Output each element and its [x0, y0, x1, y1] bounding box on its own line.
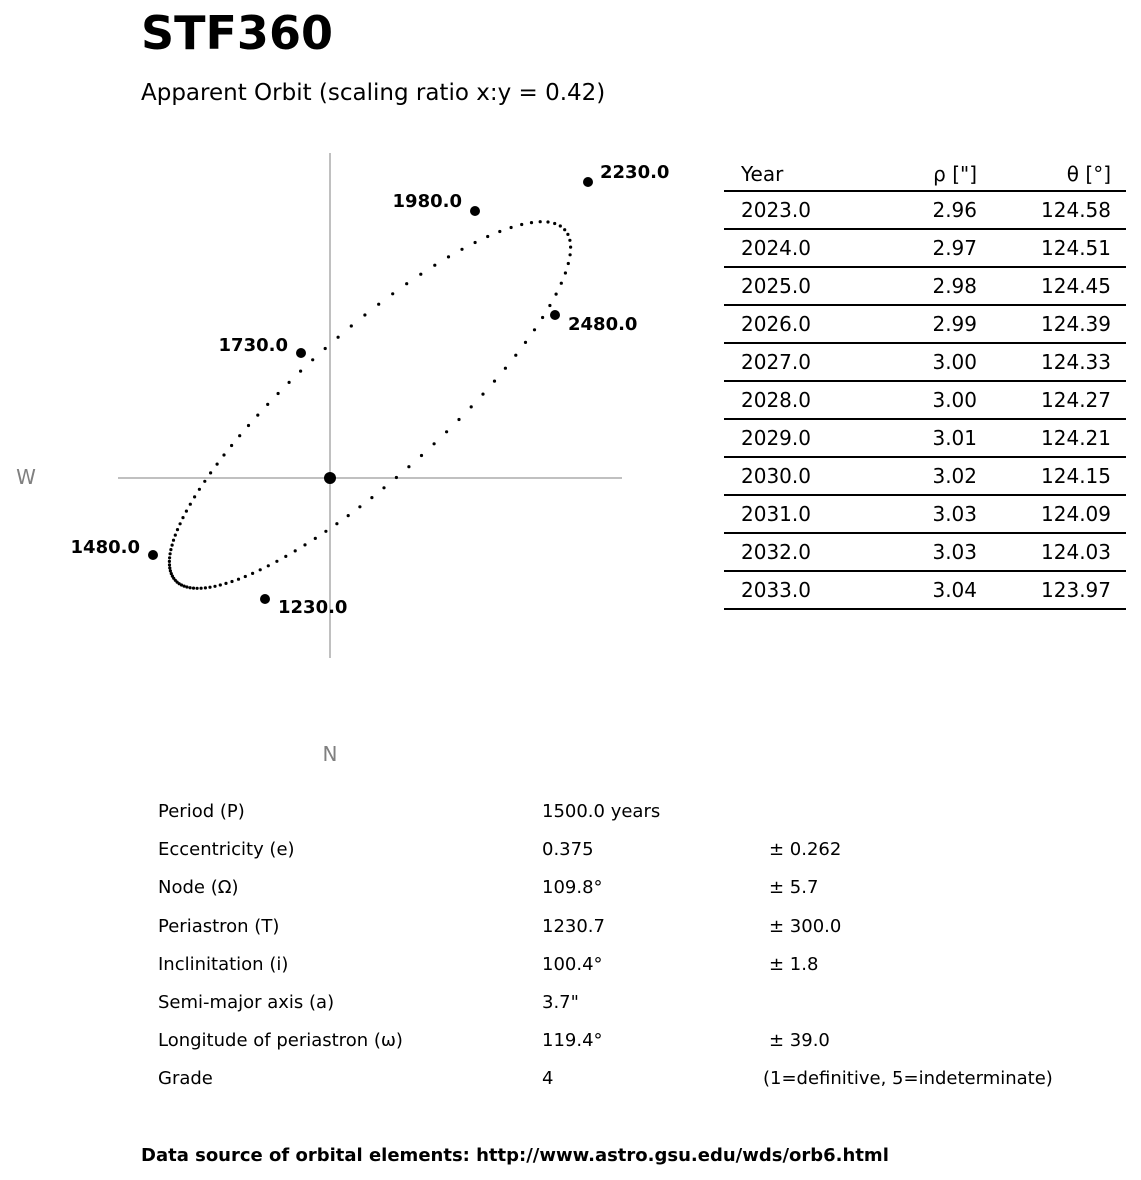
orbit-point: [267, 564, 270, 567]
ephemeris-row: [724, 267, 1126, 305]
axes-layer: [118, 153, 622, 658]
orbit-point: [219, 583, 222, 586]
page-title: STF360: [141, 6, 333, 60]
ephemeris-row: [724, 533, 1126, 571]
ephemeris-theta: 124.51: [977, 229, 1126, 267]
orbit-point: [548, 304, 551, 307]
orbit-point: [237, 578, 240, 581]
element-value: 4: [542, 1068, 554, 1090]
ephemeris-header-year: Year: [741, 162, 784, 186]
orbit-point: [560, 282, 563, 285]
orbit-point: [244, 575, 247, 578]
element-label: Longitude of periastron (ω): [158, 1030, 403, 1052]
ephemeris-row: [724, 191, 1126, 229]
orbit-point: [530, 221, 533, 224]
ephemeris-rho: 2.98: [871, 267, 977, 305]
orbit-point: [445, 430, 448, 433]
orbit-point: [172, 539, 175, 542]
orbit-point: [460, 248, 463, 251]
orbit-point: [208, 586, 211, 589]
orbit-point: [193, 495, 196, 498]
orbit-point: [433, 442, 436, 445]
ephemeris-rho: 3.03: [871, 495, 977, 533]
orbit-point: [168, 566, 171, 569]
orbit-point: [189, 503, 192, 506]
element-error: (1=definitive, 5=indeterminate): [763, 1068, 1053, 1090]
orbit-point: [230, 580, 233, 583]
orbit-point: [311, 358, 314, 361]
orbit-point: [181, 516, 184, 519]
orbit-point: [189, 586, 192, 589]
orbit-point: [216, 463, 219, 466]
ephemeris-rho: 3.03: [871, 533, 977, 571]
orbit-point: [337, 336, 340, 339]
ephemeris-row: [724, 343, 1126, 381]
element-value: 100.4°: [542, 953, 603, 975]
orbit-point: [407, 465, 410, 468]
ephemeris-rho: 3.04: [871, 571, 977, 609]
orbit-point: [541, 316, 544, 319]
element-value: 109.8°: [542, 877, 603, 899]
orbit-point: [224, 582, 227, 585]
ephemeris-rho: 2.97: [871, 229, 977, 267]
ephemeris-year: 2028.0: [724, 381, 871, 419]
element-label: Grade: [158, 1068, 213, 1090]
orbit-point: [284, 555, 287, 558]
ephemeris-table: [724, 158, 1126, 610]
orbit-point: [370, 496, 373, 499]
epoch-label: 2230.0: [600, 162, 670, 183]
ephemeris-year: 2029.0: [724, 419, 871, 457]
element-error: ± 1.8: [769, 953, 819, 975]
ephemeris-year: 2026.0: [724, 305, 871, 343]
orbit-plot: [0, 140, 700, 780]
orbit-point: [185, 585, 188, 588]
ephemeris-row: [724, 229, 1126, 267]
element-error: ± 5.7: [769, 877, 819, 899]
orbit-point: [474, 241, 477, 244]
element-error: ± 0.262: [769, 839, 842, 861]
epoch-label: 2480.0: [568, 314, 638, 335]
page-subtitle: Apparent Orbit (scaling ratio x:y = 0.42): [141, 80, 606, 106]
orbit-point: [569, 246, 572, 249]
orbit-point: [546, 220, 549, 223]
orbit-point: [288, 381, 291, 384]
orbit-point: [335, 522, 338, 525]
orbit-point: [275, 560, 278, 563]
orbit-point: [196, 587, 199, 590]
orbit-point: [382, 486, 385, 489]
orbit-point: [176, 528, 179, 531]
orbit-point: [168, 556, 171, 559]
ephemeris-year: 2024.0: [724, 229, 871, 267]
orbit-point: [168, 563, 171, 566]
orbit-point: [498, 230, 501, 233]
element-label: Periastron (T): [158, 915, 280, 937]
orbit-point: [203, 480, 206, 483]
orbit-point: [222, 453, 225, 456]
orbit-point: [185, 510, 188, 513]
ephemeris-row: [724, 419, 1126, 457]
element-value: 0.375: [542, 839, 594, 861]
orbit-point: [259, 568, 262, 571]
orbit-point: [169, 569, 172, 572]
orbit-point: [420, 454, 423, 457]
epoch-marker: [296, 348, 306, 358]
ephemeris-theta: 124.03: [977, 533, 1126, 571]
orbit-point: [350, 324, 353, 327]
orbit-point: [303, 543, 306, 546]
epoch-marker: [550, 310, 560, 320]
orbit-point: [564, 271, 567, 274]
compass-west-label: W: [16, 465, 36, 489]
ephemeris-rho: 3.02: [871, 457, 977, 495]
orbit-point: [347, 514, 350, 517]
orbit-point: [568, 239, 571, 242]
ephemeris-theta: 124.21: [977, 419, 1126, 457]
element-value: 1230.7: [542, 915, 605, 937]
epoch-marker: [260, 594, 270, 604]
orbit-point: [213, 585, 216, 588]
primary-star-marker: [324, 472, 336, 484]
ephemeris-theta: 124.09: [977, 495, 1126, 533]
orbit-point: [504, 367, 507, 370]
ephemeris-theta: 124.58: [977, 191, 1126, 229]
orbit-point: [179, 522, 182, 525]
element-label: Semi-major axis (a): [158, 991, 335, 1013]
orbit-point: [256, 414, 259, 417]
element-value: 1500.0 years: [542, 801, 661, 822]
element-label: Eccentricity (e): [158, 839, 295, 861]
ephemeris-rho: 3.01: [871, 419, 977, 457]
ephemeris-row: [724, 305, 1126, 343]
orbit-point: [324, 530, 327, 533]
orbit-point: [168, 560, 171, 563]
orbit-point: [198, 488, 201, 491]
orbit-point: [563, 228, 566, 231]
orbit-point: [169, 548, 172, 551]
orbit-point: [266, 403, 269, 406]
orbit-point: [524, 341, 527, 344]
ephemeris-theta: 124.45: [977, 267, 1126, 305]
orbit-point: [470, 405, 473, 408]
orbit-point: [520, 223, 523, 226]
element-label: Inclinitation (i): [158, 953, 289, 975]
orbit-point: [171, 544, 174, 547]
epoch-marker: [470, 206, 480, 216]
element-value: 119.4°: [542, 1030, 603, 1052]
orbit-point: [230, 444, 233, 447]
ephemeris-rho: 3.00: [871, 381, 977, 419]
ephemeris-header-row: [724, 158, 1126, 191]
element-label: Node (Ω): [158, 877, 239, 899]
orbit-point: [209, 471, 212, 474]
ephemeris-row: [724, 457, 1126, 495]
ephemeris-year: 2031.0: [724, 495, 871, 533]
orbit-point: [481, 393, 484, 396]
orbit-point: [314, 537, 317, 540]
element-error: ± 39.0: [769, 1030, 830, 1052]
data-source-note: Data source of orbital elements: http://www.astro.gsu.edu/wds/orb6.html: [141, 1145, 889, 1166]
orbit-point: [251, 572, 254, 575]
orbit-point: [405, 282, 408, 285]
orbit-point: [553, 222, 556, 225]
ephemeris-year: 2033.0: [724, 571, 871, 609]
ephemeris-theta: 124.33: [977, 343, 1126, 381]
orbit-point: [567, 262, 570, 265]
epoch-label: 1480.0: [70, 537, 140, 558]
orbit-point: [169, 552, 172, 555]
ephemeris-year: 2023.0: [724, 191, 871, 229]
orbit-point: [559, 224, 562, 227]
ephemeris-body: [724, 191, 1126, 609]
orbit-point: [486, 235, 489, 238]
ephemeris-row: [724, 495, 1126, 533]
ephemeris-row: [724, 381, 1126, 419]
ephemeris-row: [724, 571, 1126, 609]
orbit-point: [493, 380, 496, 383]
epoch-layer: [71, 162, 670, 618]
ephemeris-year: 2030.0: [724, 457, 871, 495]
orbit-point: [555, 293, 558, 296]
orbit-point: [174, 534, 177, 537]
orbit-point: [299, 370, 302, 373]
ephemeris-year: 2032.0: [724, 533, 871, 571]
orbit-point: [238, 434, 241, 437]
orbit-point: [514, 354, 517, 357]
ephemeris-rho: 2.96: [871, 191, 977, 229]
orbit-point: [277, 392, 280, 395]
orbit-point: [294, 549, 297, 552]
ephemeris-rho: 2.99: [871, 305, 977, 343]
orbit-point: [391, 292, 394, 295]
epoch-label: 1730.0: [218, 335, 288, 356]
ephemeris-header-rho: ρ ["]: [933, 162, 977, 186]
ephemeris-theta: 123.97: [977, 571, 1126, 609]
orbit-point: [566, 233, 569, 236]
orbit-point: [510, 226, 513, 229]
ephemeris-year: 2025.0: [724, 267, 871, 305]
ephemeris-theta: 124.39: [977, 305, 1126, 343]
epoch-label: 1980.0: [392, 191, 462, 212]
orbit-point: [457, 418, 460, 421]
ephemeris-theta: 124.27: [977, 381, 1126, 419]
epoch-label: 1230.0: [278, 597, 348, 618]
orbit-layer: [168, 220, 572, 590]
element-value: 3.7": [542, 991, 579, 1013]
orbit-point: [204, 586, 207, 589]
orbit-point: [433, 264, 436, 267]
orbit-point: [247, 424, 250, 427]
orbit-point: [395, 476, 398, 479]
orbit-point: [569, 253, 572, 256]
element-error: ± 300.0: [769, 915, 842, 937]
ephemeris-theta: 124.15: [977, 457, 1126, 495]
orbit-point: [539, 220, 542, 223]
orbit-point: [358, 505, 361, 508]
orbit-point: [377, 303, 380, 306]
orbit-point: [447, 255, 450, 258]
ephemeris-rho: 3.00: [871, 343, 977, 381]
orbit-point: [192, 587, 195, 590]
orbit-point: [363, 313, 366, 316]
ephemeris-header-theta: θ [°]: [1066, 162, 1111, 186]
orbit-point: [533, 328, 536, 331]
element-label: Period (P): [158, 801, 245, 822]
orbit-point: [324, 347, 327, 350]
ephemeris-year: 2027.0: [724, 343, 871, 381]
orbit-point: [419, 273, 422, 276]
epoch-marker: [583, 177, 593, 187]
orbit-point: [200, 587, 203, 590]
epoch-marker: [148, 550, 158, 560]
compass-north-label: N: [322, 742, 338, 766]
